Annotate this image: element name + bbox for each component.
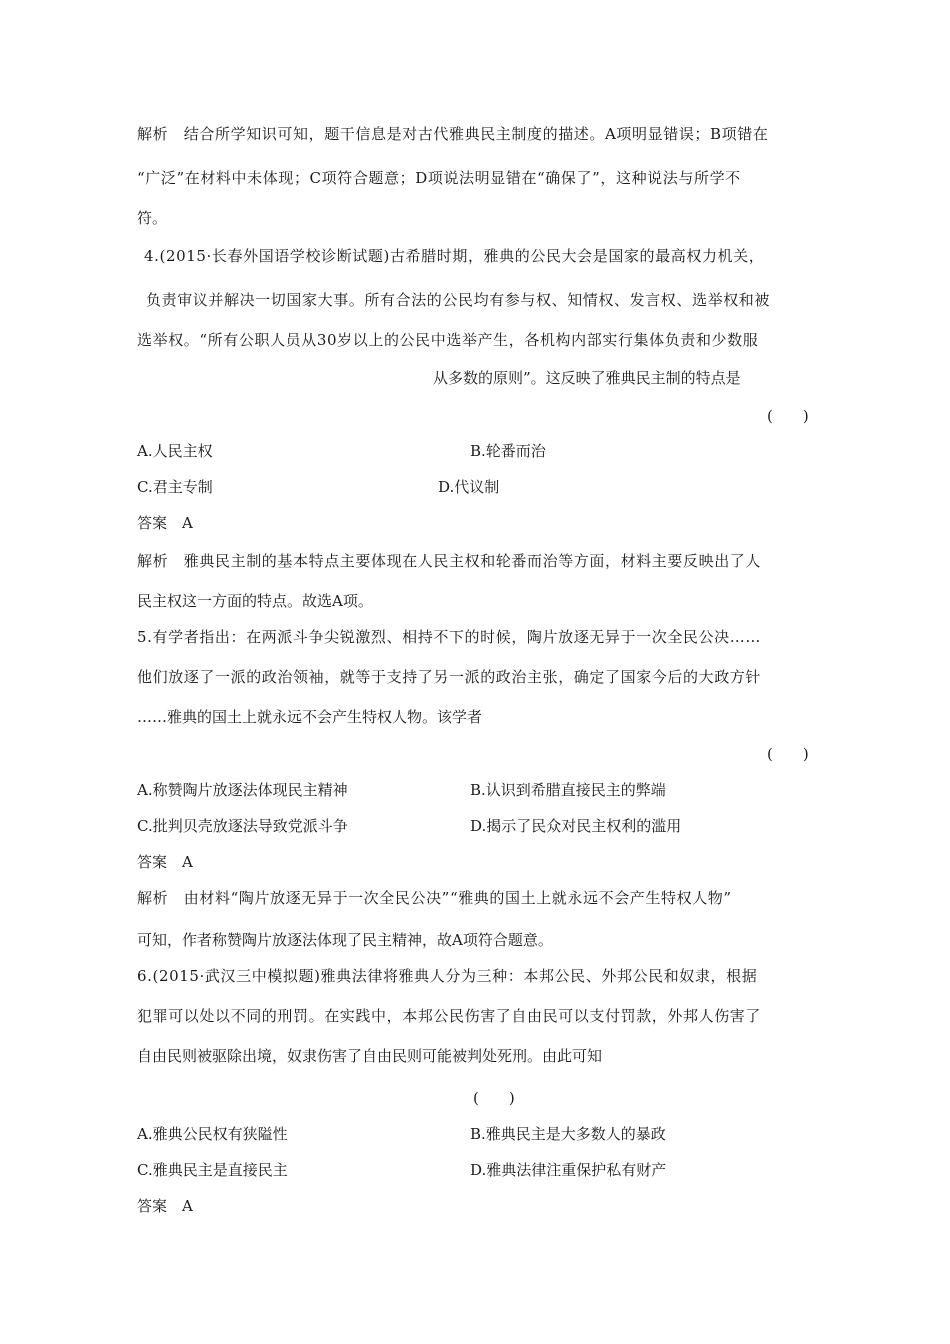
question-4-stem-line: 负责审议并解决一切国家大事。所有合法的公民均有参与权、知情权、发言权、选举权和被 [146, 291, 771, 309]
analysis-line: “广泛”在材料中未体现；C项符合题意；D项说法明显错在“确保了”，这种说法与所学不 [137, 169, 741, 187]
answer-bracket: ( ) [767, 745, 809, 763]
option-d: D.揭示了民众对民主权利的滥用 [470, 817, 682, 835]
answer-line: 答案 A [137, 1197, 193, 1215]
question-6-stem-line: 犯罪可以处以不同的刑罚。在实践中，本邦公民伤害了自由民可以支付罚款，外邦人伤害了 [137, 1007, 762, 1025]
question-5-stem-line: 5.有学者指出：在两派斗争尖锐激烈、相持不下的时候，陶片放逐无异于一次全民公决…… [137, 628, 761, 646]
option-b: B.认识到希腊直接民主的弊端 [470, 781, 666, 799]
answer-line: 答案 A [137, 853, 193, 871]
analysis-line: 解析 结合所学知识可知，题干信息是对古代雅典民主制度的描述。A项明显错误；B项错在 [137, 125, 769, 143]
option-d: D.代议制 [438, 478, 500, 496]
option-c: C.雅典民主是直接民主 [137, 1161, 288, 1179]
option-c: C.君主专制 [137, 478, 213, 496]
analysis-line: 可知，作者称赞陶片放逐法体现了民主精神，故A项符合题意。 [137, 931, 553, 949]
option-d: D.雅典法律注重保护私有财产 [470, 1161, 667, 1179]
answer-bracket: ( ) [473, 1089, 515, 1107]
answer-bracket: ( ) [767, 407, 809, 425]
question-5-stem-line: ……雅典的国土上就永远不会产生特权人物。该学者 [137, 708, 483, 726]
question-6-stem-line: 6.(2015·武汉三中模拟题)雅典法律将雅典人分为三种：本邦公民、外邦公民和奴隶，根据 [137, 967, 758, 985]
option-b: B.雅典民主是大多数人的暴政 [470, 1125, 666, 1143]
question-4-stem-line: 4.(2015·长春外国语学校诊断试题)古希腊时期，雅典的公民大会是国家的最高权力机关， [144, 247, 765, 265]
option-c: C.批判贝壳放逐法导致党派斗争 [137, 817, 348, 835]
answer-line: 答案 A [137, 514, 193, 532]
option-a: A.人民主权 [137, 442, 213, 460]
option-a: A.雅典公民权有狭隘性 [137, 1125, 288, 1143]
analysis-line: 民主权这一方面的特点。故选A项。 [137, 592, 373, 610]
question-5-stem-line: 他们放逐了一派的政治领袖，就等于支持了另一派的政治主张，确定了国家今后的大政方针 [137, 668, 762, 686]
option-a: A.称赞陶片放逐法体现民主精神 [137, 781, 348, 799]
option-b: B.轮番而治 [470, 442, 546, 460]
question-4-stem-line: 从多数的原则”。这反映了雅典民主制的特点是 [433, 369, 741, 387]
analysis-line: 解析 雅典民主制的基本特点主要体现在人民主权和轮番而治等方面，材料主要反映出了人 [137, 552, 762, 570]
analysis-line: 解析 由材料“陶片放逐无异于一次全民公决”“雅典的国土上就永远不会产生特权人物” [137, 889, 732, 907]
question-6-stem-line: 自由民则被驱除出境，奴隶伤害了自由民则可能被判处死刑。由此可知 [137, 1047, 603, 1065]
question-4-stem-line: 选举权。“所有公职人员从30岁以上的公民中选举产生，各机构内部实行集体负责和少数服 [137, 331, 759, 349]
analysis-line: 符。 [137, 209, 168, 227]
